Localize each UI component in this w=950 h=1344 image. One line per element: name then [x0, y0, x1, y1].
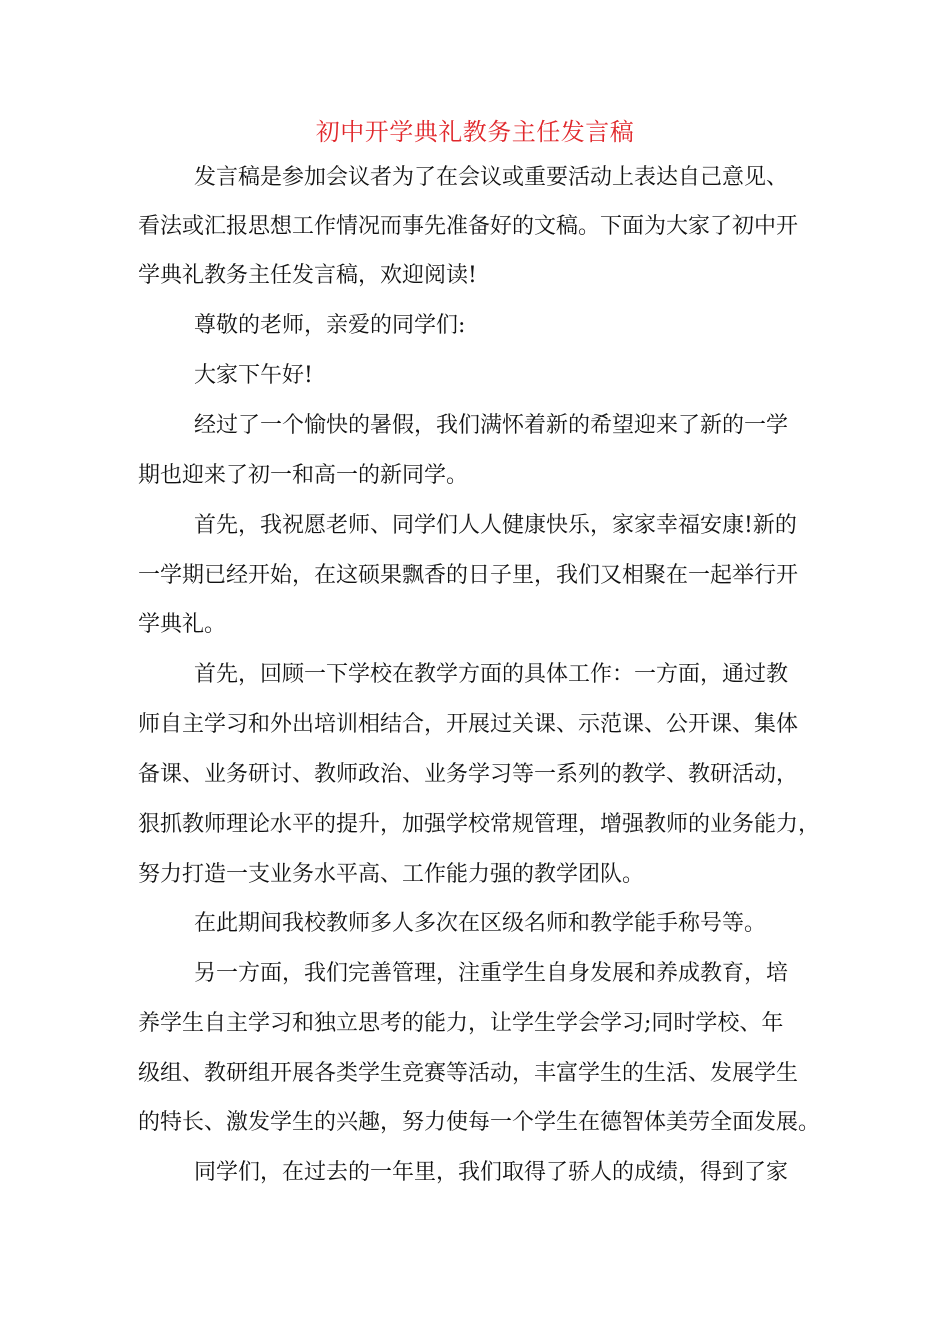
text-line-11: 首先，回顾一下学校在教学方面的具体工作：一方面，通过教: [194, 662, 789, 687]
text-line-12: 师自主学习和外出培训相结合，开展过关课、示范课、公开课、集体: [138, 712, 799, 737]
text-line-9: 一学期已经开始，在这硕果飘香的日子里，我们又相聚在一起举行开: [138, 563, 799, 588]
text-line-4: 尊敬的老师，亲爱的同学们:: [194, 313, 466, 338]
text-line-20: 的特长、激发学生的兴趣，努力使每一个学生在德智体美劳全面发展。: [138, 1110, 821, 1135]
text-line-14: 狠抓教师理论水平的提升，加强学校常规管理，增强教师的业务能力，: [138, 812, 821, 837]
text-line-16: 在此期间我校教师多人多次在区级名师和教学能手称号等。: [194, 911, 767, 936]
document-title: 初中开学典礼教务主任发言稿: [315, 118, 635, 146]
text-line-13: 备课、业务研讨、教师政治、业务学习等一系列的教学、教研活动，: [138, 762, 799, 787]
text-line-5: 大家下午好!: [194, 363, 313, 388]
text-line-1: 发言稿是参加会议者为了在会议或重要活动上表达自己意见、: [194, 165, 789, 190]
text-line-10: 学典礼。: [138, 612, 227, 637]
text-line-15: 努力打造一支业务水平高、工作能力强的教学团队。: [138, 862, 645, 887]
text-line-7: 期也迎来了初一和高一的新同学。: [138, 463, 469, 488]
text-line-2: 看法或汇报思想工作情况而事先准备好的文稿。下面为大家了初中开: [138, 214, 799, 239]
text-line-18: 养学生自主学习和独立思考的能力，让学生学会学习;同时学校、年: [138, 1011, 784, 1036]
text-line-6: 经过了一个愉快的暑假，我们满怀着新的希望迎来了新的一学: [194, 413, 789, 438]
text-line-3: 学典礼教务主任发言稿，欢迎阅读!: [138, 263, 477, 288]
text-line-21: 同学们，在过去的一年里，我们取得了骄人的成绩，得到了家: [194, 1160, 789, 1185]
text-line-8: 首先，我祝愿老师、同学们人人健康快乐，家家幸福安康!新的: [194, 513, 797, 538]
text-line-17: 另一方面，我们完善管理，注重学生自身发展和养成教育，培: [194, 961, 789, 986]
text-line-19: 级组、教研组开展各类学生竞赛等活动，丰富学生的生活、发展学生: [138, 1061, 799, 1086]
